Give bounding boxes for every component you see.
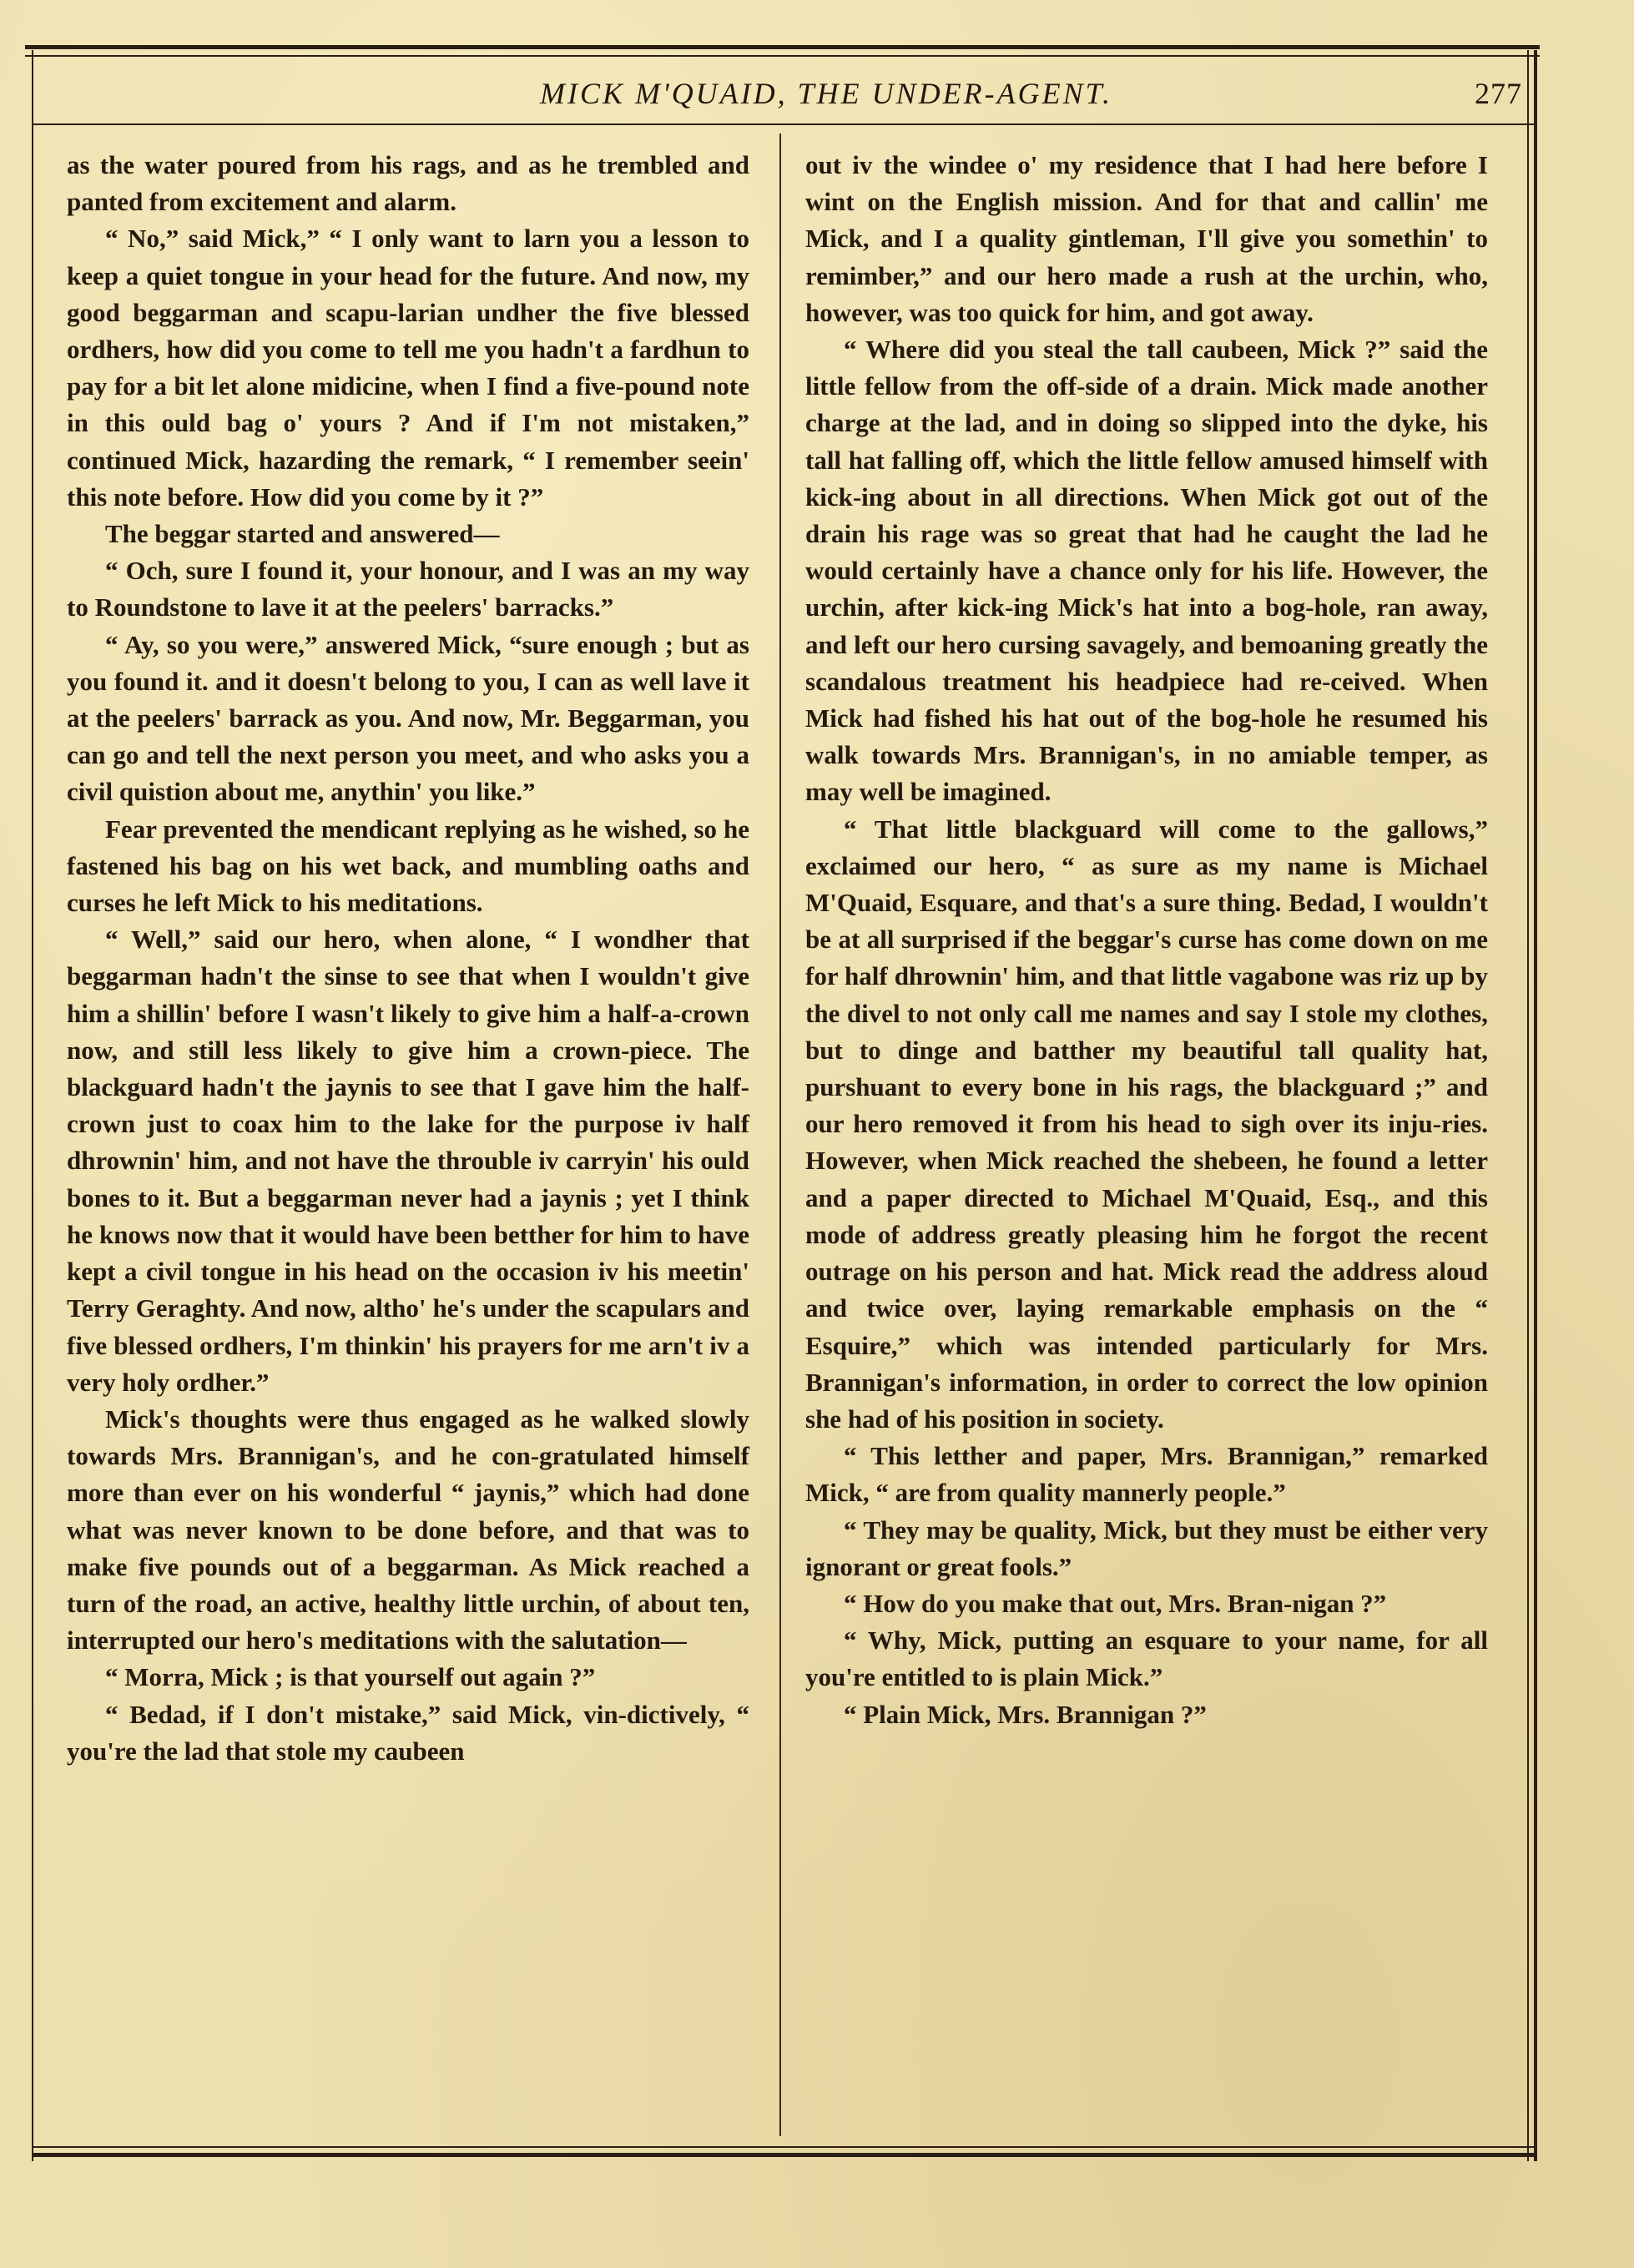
paragraph: The beggar started and answered— — [105, 519, 500, 549]
paragraph: “ No,” said Mick,” “ I only want to larn you a lesson to keep a quiet tongue in your head for the future. And now, my good beggarman and scapu-larian undher the five blessed ordhers, how did you come to tell me you hadn't a fardhun to pay for a bit let alone midicine, when I find a five-pound note in this ould bag o' yours ? And if I'm not mistaken,” continued Mick, hazarding the remark, “ I remember seein' this note before. How did you come by it ?” — [67, 224, 749, 512]
bottom-border-inner-rule — [32, 2146, 1537, 2148]
right-border-rule — [1527, 50, 1529, 2161]
column-divider-rule — [779, 134, 781, 2136]
paragraph: as the water poured from his rags, and as he trembled and panted from excitement and alarm. — [67, 150, 749, 217]
paragraph: “ Well,” said our hero, when alone, “ I wondher that beggarman hadn't the sinse to see that when I wouldn't give him a shillin' before I wasn't likely to give him a half-a-crown now, and still less likely to give him a crown-piece. The blackguard hadn't the jaynis to see that I gave him the half-crown just to coax him to the lake for the purpose iv half dhrownin' him, and not have the throuble iv carryin' his ould bones to it. But a beggarman never had a jaynis ; yet I think he knows now that it would have been betther for him to have kept a civil tongue in his head on the occasion iv his meetin' Terry Geraghty. And now, altho' he's under the scapulars and five blessed ordhers, I'm thinkin' his prayers for me arn't iv a very holy ordher.” — [67, 925, 749, 1397]
paragraph: “ They may be quality, Mick, but they must be either very ignorant or great fools.” — [805, 1515, 1488, 1581]
top-border-inner-rule — [25, 55, 1540, 57]
paragraph: out iv the windee o' my residence that I had here before I wint on the English mission. And for that and callin' me Mick, and I a quality gintleman, I'll give you somethin' to remimber,” and our hero made a rush at the urchin, who, however, was too quick for him, and got away. — [805, 150, 1488, 327]
left-column — [67, 147, 749, 1770]
page-number: 277 — [1475, 77, 1522, 110]
top-border-rule — [25, 45, 1540, 49]
paragraph: “ This letther and paper, Mrs. Brannigan,” remarked Mick, “ are from quality mannerly people.” — [805, 1441, 1488, 1508]
right-column — [805, 147, 1488, 1733]
right-border-thick-rule — [1534, 50, 1537, 2161]
paragraph: Fear prevented the mendicant replying as he wished, so he fastened his bag on his wet back, and mumbling oaths and curses he left Mick to his meditations. — [67, 814, 749, 918]
paragraph: Mick's thoughts were thus engaged as he walked slowly towards Mrs. Brannigan's, and he con-gratulated himself more than ever on his wonderful “ jaynis,” which had done what was never known to be done before, and that was to make five pounds out of a beggarman. As Mick reached a turn of the road, an active, healthy little urchin, of about ten, interrupted our hero's meditations with the salutation— — [67, 1404, 749, 1656]
paragraph: “ Och, sure I found it, your honour, and I was an my way to Roundstone to lave it at the peelers' barracks.” — [67, 556, 749, 622]
running-title: MICK M'QUAID, THE UNDER-AGENT. — [540, 77, 1112, 110]
paragraph: “ Where did you steal the tall caubeen, Mick ?” said the little fellow from the off-side of a drain. Mick made another charge at the lad, and in doing so slipped into the dyke, his tall hat falling off, which the little fellow amused himself with kick-ing about in all directions. When Mick got out of the drain his rage was so great that had he caught the lad he would certainly have a chance only for his life. However, the urchin, after kick-ing Mick's hat into a bog-hole, ran away, and left our hero cursing savagely, and bemoaning greatly the scandalous treatment his headpiece had re-ceived. When Mick had fished his hat out of the bog-hole he resumed his walk towards Mrs. Brannigan's, in no amiable temper, as may well be imagined. — [805, 335, 1488, 807]
paragraph: “ Morra, Mick ; is that yourself out again ?” — [105, 1662, 596, 1692]
bottom-border-rule — [32, 2153, 1537, 2157]
header-divider-rule — [32, 123, 1534, 125]
paragraph: “ That little blackguard will come to the gallows,” exclaimed our hero, “ as sure as my name is Michael M'Quaid, Esquare, and that's a sure thing. Bedad, I wouldn't be at all surprised if the beggar's curse has come down on me for half dhrownin' him, and that little vagabone was riz up by the divel to not only call me names and say I stole my clothes, but to dinge and batther my beautiful tall quality hat, purshuant to every bone in his rags, the blackguard ;” and our hero removed it from his head to sigh over its inju-ries. However, when Mick reached the shebeen, he found a letter and a paper directed to Michael M'Quaid, Esq., and this mode of address greatly pleasing him he forgot the recent outrage on his person and hat. Mick read the address aloud and twice over, laying remarkable emphasis on the “ Esquire,” which was intended particularly for Mrs. Brannigan's information, in order to correct the low opinion she had of his position in society. — [805, 814, 1488, 1434]
paragraph: “ Ay, so you were,” answered Mick, “sure enough ; but as you found it. and it doesn't belong to you, I can as well lave it at the peelers' barrack as you. And now, Mr. Beggarman, you can go and tell the next person you meet, and who asks you a civil quistion about me, anythin' you like.” — [67, 629, 749, 807]
paragraph: “ Why, Mick, putting an esquare to your name, for all you're entitled to is plain Mick.” — [805, 1625, 1488, 1692]
paragraph: “ Plain Mick, Mrs. Brannigan ?” — [844, 1699, 1207, 1729]
left-border-rule — [32, 50, 33, 2161]
paragraph: “ How do you make that out, Mrs. Bran-nigan ?” — [844, 1588, 1387, 1618]
paragraph: “ Bedad, if I don't mistake,” said Mick, vin-dictively, “ you're the lad that stole my caubeen — [67, 1699, 749, 1766]
running-head — [33, 70, 1527, 117]
